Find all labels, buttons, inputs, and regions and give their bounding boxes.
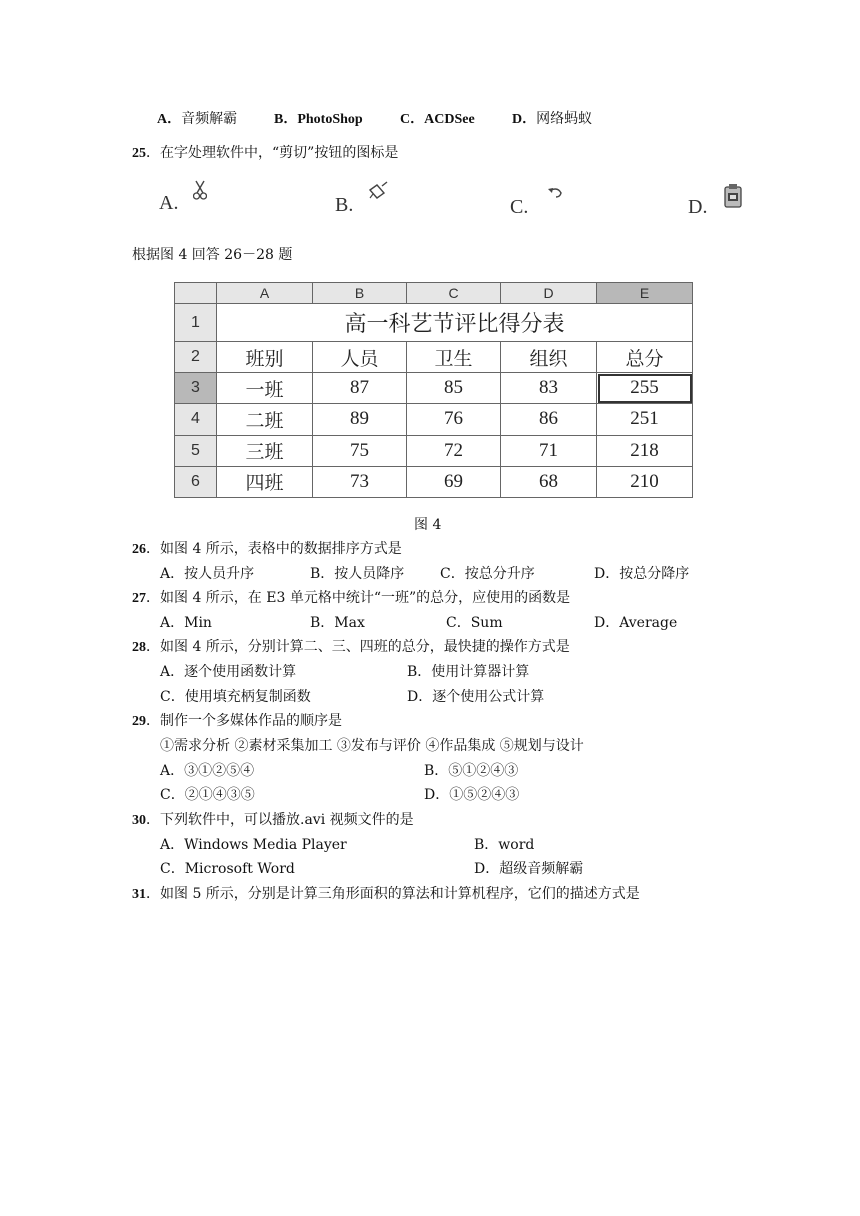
question-31: 31．如图 5 所示，分别是计算三角形面积的算法和计算机程序，它们的描述方式是 [132,886,640,902]
q29-option-d: D．①⑤②④③ [424,787,520,803]
q24-option-b: B．PhotoShop [274,112,363,127]
data-cell: 87 [313,373,407,404]
q30-option-d: D．超级音频解霸 [474,861,584,877]
question-27: 27．如图 4 所示，在 E3 单元格中统计“一班”的总分，应使用的函数是 [132,590,571,606]
q26-option-d: D．按总分降序 [594,566,690,582]
data-cell: 75 [313,435,407,466]
q27-option-a: A．Min [160,615,212,631]
corner-cell [175,283,217,304]
q25-label-d: D. [688,196,708,218]
data-cell: 二班 [217,404,313,435]
q26-option-a: A．按人员升序 [160,566,255,582]
q27-option-d: D．Average [594,615,678,631]
column-header-b: B [313,283,407,304]
data-cell: 86 [501,404,597,435]
data-cell: 三班 [217,435,313,466]
data-cell: 83 [501,373,597,404]
q29-option-a: A．③①②⑤④ [160,763,255,779]
column-header-a: A [217,283,313,304]
data-cell: 89 [313,404,407,435]
data-cell: 85 [407,373,501,404]
data-cell: 218 [597,435,693,466]
figure-caption: 图 4 [414,517,442,533]
q29-option-b: B．⑤①②④③ [424,763,519,779]
undo-icon [546,186,564,200]
q29-option-c: C．②①④③⑤ [160,787,255,803]
data-cell: 73 [313,466,407,497]
q27-option-b: B．Max [310,615,365,631]
data-cell: 四班 [217,466,313,497]
q26-option-c: C．按总分升序 [440,566,535,582]
q29-steps: ①需求分析 ②素材采集加工 ③发布与评价 ④作品集成 ⑤规划与设计 [160,738,584,754]
question-25: 25．在字处理软件中，“剪切”按钮的图标是 [132,145,399,161]
paste-icon [722,181,744,211]
q26-option-b: B．按人员降序 [310,566,405,582]
q28-option-c: C．使用填充柄复制函数 [160,689,311,705]
q30-option-b: B．word [474,837,535,853]
row-header-6: 6 [175,466,217,497]
q28-option-a: A．逐个使用函数计算 [160,664,297,680]
row-header-5: 5 [175,435,217,466]
data-cell: 76 [407,404,501,435]
q25-label-b: B. [335,194,354,216]
question-30: 30．下列软件中，可以播放.avi 视频文件的是 [132,812,414,828]
header-cell: 班别 [217,342,313,373]
q28-option-d: D．逐个使用公式计算 [407,689,545,705]
q24-option-a: A．音频解霸 [157,111,238,127]
header-cell: 总分 [597,342,693,373]
q25-label-c: C. [510,196,529,218]
header-cell: 人员 [313,342,407,373]
q28-option-b: B．使用计算器计算 [407,664,530,680]
header-cell: 组织 [501,342,597,373]
q25-label-a: A. [159,192,179,214]
selected-cell-e3: 255 [597,373,693,404]
row-header-1: 1 [175,304,217,342]
data-cell: 一班 [217,373,313,404]
question-29: 29．制作一个多媒体作品的顺序是 [132,713,342,729]
q30-option-c: C．Microsoft Word [160,861,295,877]
q30-option-a: A．Windows Media Player [160,837,347,853]
q24-option-d: D．网络蚂蚁 [512,111,593,127]
format-painter-icon [367,181,389,201]
row-header-4: 4 [175,404,217,435]
question-26: 26．如图 4 所示，表格中的数据排序方式是 [132,541,402,557]
data-cell: 210 [597,466,693,497]
data-cell: 251 [597,404,693,435]
scissors-icon [193,180,207,202]
data-cell: 72 [407,435,501,466]
column-header-e: E [597,283,693,304]
q27-option-c: C．Sum [446,615,503,631]
row-header-3: 3 [175,373,217,404]
data-cell: 69 [407,466,501,497]
figure-intro: 根据图 4 回答 26－28 题 [132,247,293,263]
row-header-2: 2 [175,342,217,373]
data-cell: 68 [501,466,597,497]
data-cell: 71 [501,435,597,466]
column-header-d: D [501,283,597,304]
column-header-c: C [407,283,501,304]
header-cell: 卫生 [407,342,501,373]
sheet-title: 高一科艺节评比得分表 [217,304,693,342]
spreadsheet-figure [174,282,692,498]
q24-option-c: C．ACDSee [400,112,475,127]
question-28: 28．如图 4 所示，分别计算二、三、四班的总分，最快捷的操作方式是 [132,639,570,655]
